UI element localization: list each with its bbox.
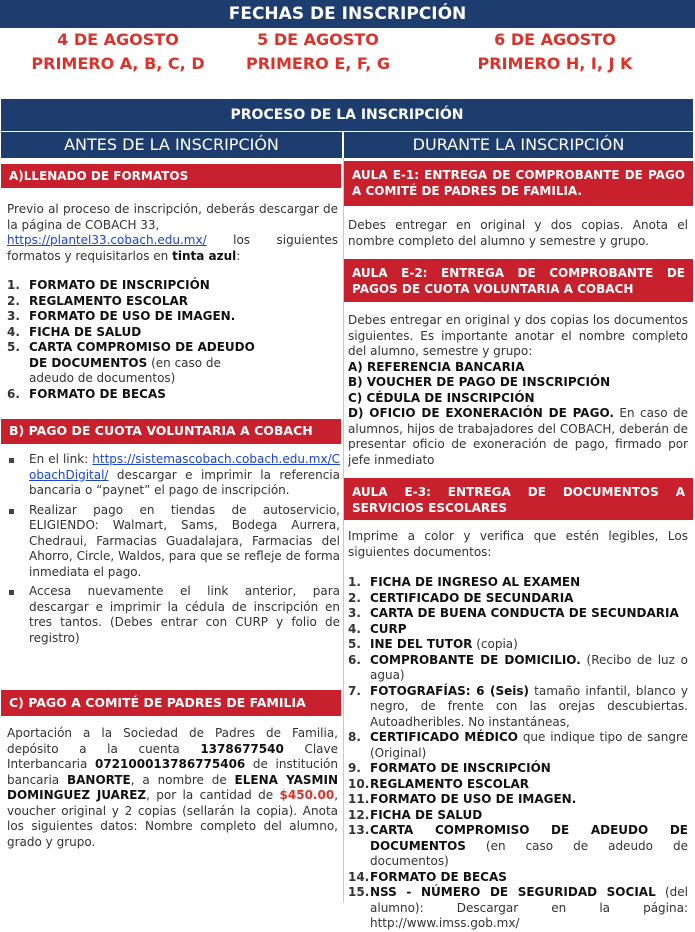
date-label: 4 DE AGOSTO bbox=[57, 30, 179, 49]
date-column bbox=[455, 28, 655, 76]
aula-e1-title: AULA E-1: ENTREGA DE COMPROBANTE DE PAGO A COMITÉ DE PADRES DE FAMILIA. bbox=[344, 161, 693, 206]
list-item: 12. FICHA DE SALUD bbox=[348, 807, 483, 822]
list-item: 7. FOTOGRAFÍAS: 6 (Seis) tamaño infantil, blanco y negro, de frente con las orejas descubiertas. Autoadheribles. No instantáneas, bbox=[348, 683, 688, 729]
during-enrollment-header: DURANTE LA INSCRIPCIÓN bbox=[344, 132, 693, 158]
payment-amount: $450.00 bbox=[279, 788, 335, 802]
list-item: A) REFERENCIA BANCARIA bbox=[348, 359, 525, 374]
payment-steps-list bbox=[7, 452, 340, 646]
list-item: 11. FORMATO DE USO DE IMAGEN. bbox=[348, 792, 577, 806]
list-item: 8. CERTIFICADO MÉDICO que indique tipo de sangre (Original) bbox=[348, 730, 688, 760]
date-label: 5 DE AGOSTO bbox=[257, 30, 379, 49]
list-item: 15. NSS - NÚMERO DE SEGURIDAD SOCIAL (del alumno): Descargar en la página: http://www.imss.gob.mx/ bbox=[348, 885, 688, 930]
list-item: 6. COMPROBANTE DE DOMICILIO. (Recibo de luz o agua) bbox=[348, 652, 688, 682]
groups-label: PRIMERO E, F, G bbox=[245, 54, 391, 73]
aula-e2-content: Debes entregar en original y dos copias los documentos siguientes. Es importante anotar el nombre completo del alumno, semestre y grupo: A) REFERENCIA BANCARIA B) VOUCHER DE PAGO DE INSCRIPCIÓN C) CÉDULA DE INSCRIPCIÓN D) OFICIO DE EXONERACIÓN DE PAGO. En caso de alumnos, hijos de trabajadores del COBACH, deberán de presentar oficio de exoneración de pago, firmado por jefe inmediato bbox=[348, 313, 688, 467]
list-item: 14. FORMATO DE BECAS bbox=[348, 869, 507, 884]
list-item: 5. INE DEL TUTOR (copia) bbox=[348, 637, 518, 651]
section-c-title: C) PAGO A COMITÉ DE PADRES DE FAMILIA bbox=[1, 690, 341, 716]
list-item: 6. FORMATO DE BECAS bbox=[7, 386, 166, 401]
date-column bbox=[218, 28, 418, 76]
plantel-link[interactable]: https://plantel33.cobach.edu.mx/ bbox=[7, 233, 207, 247]
list-item: 4. CURP bbox=[348, 621, 407, 636]
section-a-intro: Previo al proceso de inscripción, deberás descargar de la página de COBACH 33, https://plantel33.cobach.edu.mx/ los siguientes formatos y requisitarlos en tinta azul: bbox=[7, 202, 338, 263]
before-enrollment-header: ANTES DE LA INSCRIPCIÓN bbox=[1, 132, 342, 158]
process-title: PROCESO DE LA INSCRIPCIÓN bbox=[1, 99, 693, 131]
list-item: B) VOUCHER DE PAGO DE INSCRIPCIÓN bbox=[348, 375, 611, 389]
date-column bbox=[18, 28, 218, 76]
aula-e3-intro: Imprime a color y verifica que estén legibles, Los siguientes documentos: bbox=[348, 529, 688, 559]
date-label: 6 DE AGOSTO bbox=[494, 30, 616, 49]
aula-e1-text: Debes entregar en original y dos copias. Anota el nombre completo del alumno y semestre y grupo. bbox=[348, 218, 688, 248]
list-item: 9. FORMATO DE INSCRIPCIÓN bbox=[348, 761, 551, 775]
list-item: 3. CARTA DE BUENA CONDUCTA DE SECUNDARIA bbox=[348, 606, 679, 620]
list-item: Accesa nuevamente el link anterior, para descargar e imprimir la cédula de inscripción en tres tantos. (Debes entrar con CURP y folio de registro) bbox=[7, 584, 340, 646]
list-item: 5. CARTA COMPROMISO DE ADEUDO DE DOCUMENTOS (en caso de adeudo de documentos) bbox=[7, 340, 255, 385]
aula-e2-title: AULA E-2: ENTREGA DE COMPROBANTE DE PAGOS DE CUOTA VOLUNTARIA A COBACH bbox=[344, 259, 693, 302]
list-item: 3. FORMATO DE USO DE IMAGEN. bbox=[7, 309, 236, 323]
list-item: 2. CERTIFICADO DE SECUNDARIA bbox=[348, 590, 574, 605]
formats-list bbox=[7, 278, 257, 402]
section-a-title: A)LLENADO DE FORMATOS bbox=[1, 164, 341, 188]
list-item: 2. REGLAMENTO ESCOLAR bbox=[7, 293, 188, 308]
enrollment-dates bbox=[0, 28, 695, 80]
list-item: 1. FORMATO DE INSCRIPCIÓN bbox=[7, 278, 210, 292]
list-item: C) CÉDULA DE INSCRIPCIÓN bbox=[348, 390, 535, 405]
groups-label: PRIMERO A, B, C, D bbox=[31, 54, 205, 73]
documents-list bbox=[348, 575, 688, 932]
section-b-title: B) PAGO DE CUOTA VOLUNTARIA A COBACH bbox=[1, 419, 341, 444]
cobach-digital-link[interactable]: https://sistemascobach.cobach.edu.mx/CobachDigital/ bbox=[29, 452, 340, 482]
groups-label: PRIMERO H, I, J K bbox=[477, 54, 633, 73]
list-item: 1. FICHA DE INGRESO AL EXAMEN bbox=[348, 575, 581, 589]
list-item: 13. CARTA COMPROMISO DE ADEUDO DE DOCUMENTOS (en caso de adeudo de documentos) bbox=[348, 823, 688, 868]
aula-e3-title: AULA E-3: ENTREGA DE DOCUMENTOS A SERVICIOS ESCOLARES bbox=[344, 478, 693, 520]
list-item: 10. REGLAMENTO ESCOLAR bbox=[348, 776, 529, 791]
list-item: En el link: https://sistemascobach.cobach.edu.mx/CobachDigital/ descargar e imprimir la referencia bancaria o “paynet” el pago de inscripción. bbox=[7, 452, 340, 499]
list-item: D) OFICIO DE EXONERACIÓN DE PAGO. En caso de alumnos, hijos de trabajadores del COBACH, deberán de presentar oficio de exoneración de pago, firmado por jefe inmediato bbox=[348, 406, 688, 467]
list-item: Realizar pago en tiendas de autoservicio, ELIGIENDO: Walmart, Sams, Bodega Aurrera, Chedraui, Farmacias Guadalajara, Farmacias del Ahorro, Circle, Waldos, para que se refleje de forma inmediata el pago. bbox=[7, 503, 340, 581]
section-c-text: Aportación a la Sociedad de Padres de Familia, depósito a la cuenta 1378677540 Clave Interbancaria 072100013786775406 de institución bancaria BANORTE, a nombre de ELENA YASMIN DOMINGUEZ JUAREZ, por la cantidad de $450.00, voucher original y 2 copias (sellarán la copia). Anota los siguientes datos: Nombre completo del alumno, grado y grupo. bbox=[7, 726, 339, 849]
enrollment-dates-header: FECHAS DE INSCRIPCIÓN bbox=[0, 0, 695, 28]
list-item: 4. FICHA DE SALUD bbox=[7, 324, 142, 339]
